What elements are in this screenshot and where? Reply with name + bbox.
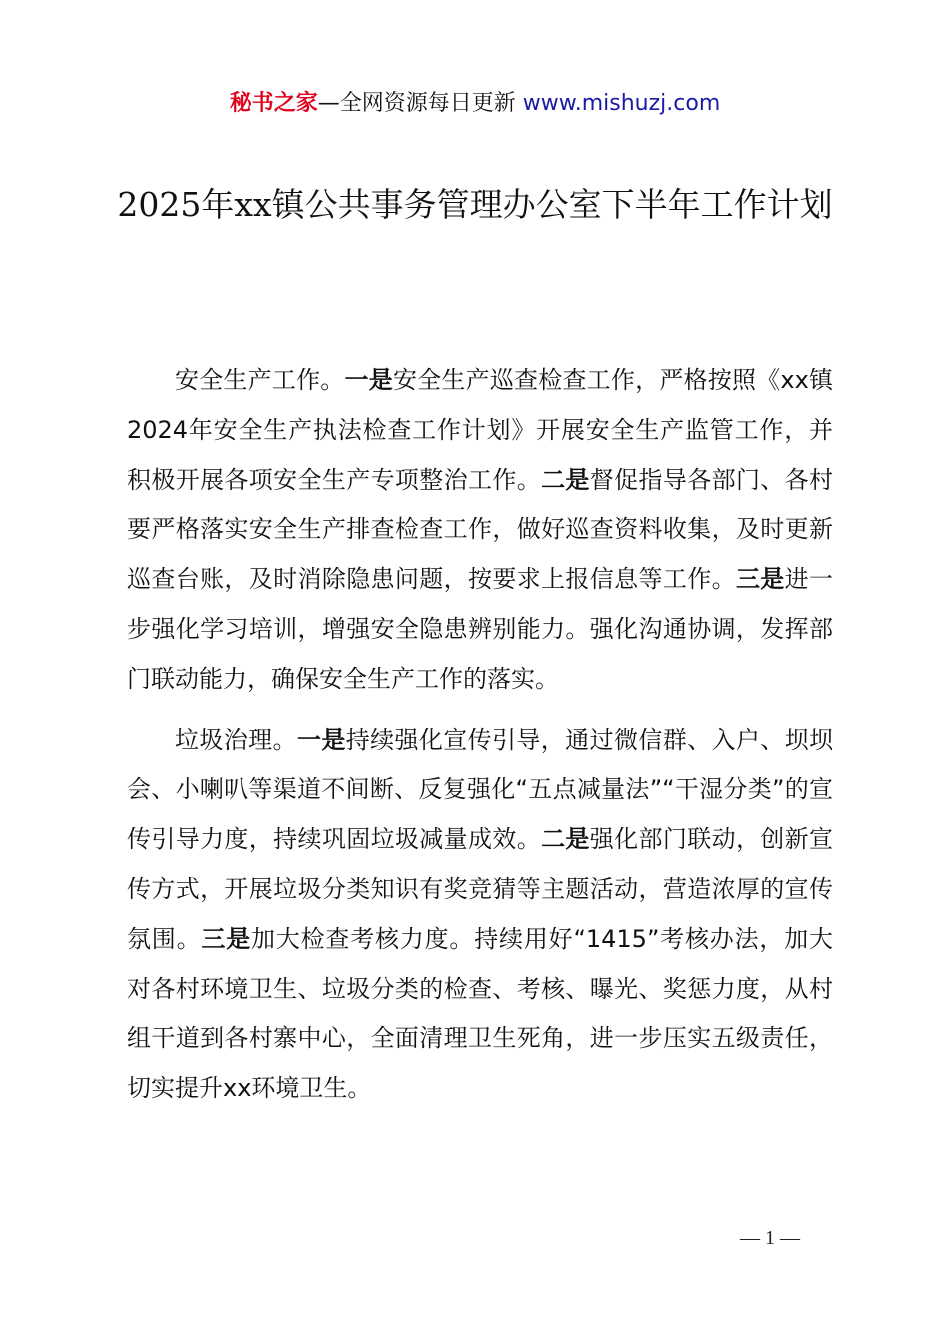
paragraph-lead: 垃圾治理。 (175, 725, 297, 754)
paragraph-text: 强化部门联动，创新宣传方式，开展垃圾分类知识有奖竞猜等主题活动，营造浓厚的宣传氛围。 (127, 825, 834, 953)
keyword-third: 三是 (201, 924, 252, 953)
watermark-header (0, 86, 950, 122)
paragraph-text: 进一步强化学习培训，增强安全隐患辨别能力。强化沟通协调，发挥部门联动能力，确保安全生产工作的落实。 (127, 565, 834, 693)
keyword-second: 二是 (541, 825, 590, 854)
paragraph-text: 督促指导各部门、各村要严格落实安全生产排查检查工作，做好巡查资料收集，及时更新巡查台账，及时消除隐患问题，按要求上报信息等工作。 (127, 465, 834, 594)
paragraph-text: 加大检查考核力度。持续用好“1415”考核办法，加大对各村环境卫生、垃圾分类的检查、考核、曝光、奖惩力度，从村组干道到各村寨中心，全面清理卫生死角，进一步压实五级责任，切实提升xx环境卫生。 (127, 924, 833, 1103)
paragraph-garbage (127, 716, 833, 1114)
site-link[interactable]: www.mishuzj.com (522, 91, 721, 116)
brand-name: 秘书之家 (229, 91, 318, 116)
paragraph-lead: 安全生产工作。 (175, 366, 345, 394)
keyword-first: 一是 (296, 725, 346, 754)
document-title: 2025年xx镇公共事务管理办公室下半年工作计划 (117, 185, 833, 224)
paragraph-safety (127, 356, 833, 705)
keyword-second: 二是 (541, 465, 590, 494)
keyword-third: 三是 (735, 565, 785, 594)
header-tagline: —全网资源每日更新 (317, 91, 523, 116)
keyword-first: 一是 (344, 366, 393, 394)
document-body (127, 356, 833, 1125)
paragraph-text: 安全生产巡查检查工作，严格按照《xx镇2024年安全生产执法检查工作计划》开展安全生产监管工作，并积极开展各项安全生产专项整治工作。 (127, 366, 834, 494)
page-number: — 1 — (740, 1227, 800, 1249)
paragraph-text: 持续强化宣传引导，通过微信群、入户、坝坝会、小喇叭等渠道不间断、反复强化“五点减量法”“干湿分类”的宣传引导力度，持续巩固垃圾减量成效。 (127, 725, 834, 854)
